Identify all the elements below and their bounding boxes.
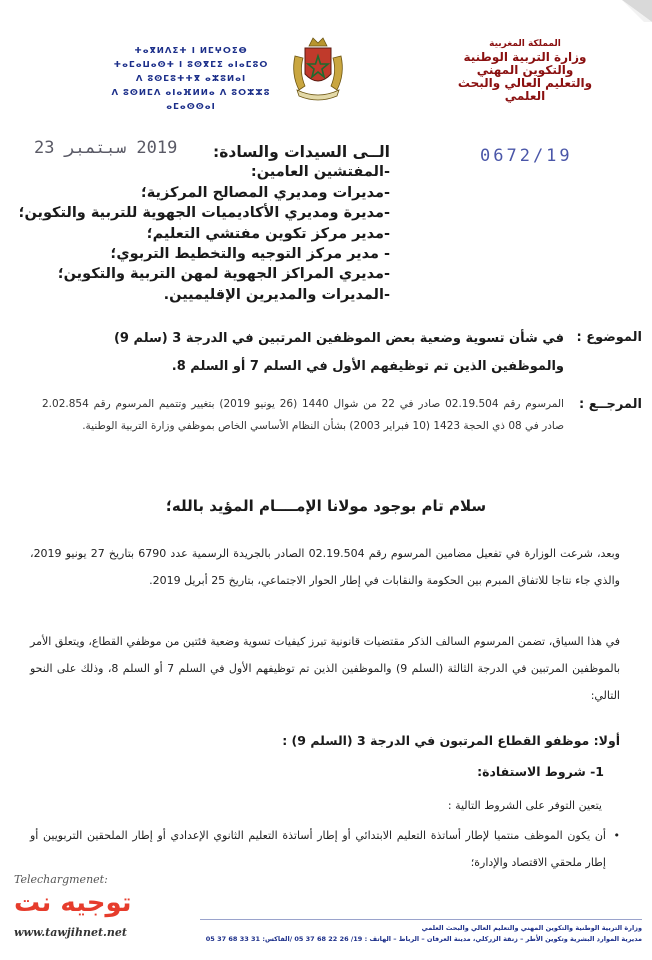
subject-text: في شأن تسوية وضعية بعض الموظفين المرتبين في الدرجة 3 (سلم 9) والموظفين الذين تم توظيفهم الأول في السلم 7 أو السلم 8. [113,331,564,374]
condition-bullet-text: أن يكون الموظف منتميا لإطار أساتذة التعليم الابتدائي أو إطار أساتذة التعليم الثانوي الإعدادي أو إطار الملحقين التربويين أو إطار ملحقي الاقتصاد والإدارة؛ [30,829,606,869]
letterhead-tifinagh [96,44,286,114]
subject-label: الموضوع : [576,330,642,345]
handwritten-date: 2019 سبتمبر 23 [34,138,178,158]
reference-text: المرسوم رقم 02.19.504 صادر في 22 من شوال 1440 (26 يونيو 2019) بتغيير وتتميم المرسوم رقم 2.02.854 صادر في 08 ذي الحجة 1423 (10 فبراير 2003) بشأن النظام الأساسي الخاص بموظفي وزارة التربية الوطنية. [42,398,564,432]
body-paragraph-2: في هذا السياق، تضمن المرسوم السالف الذكر مقتضيات قانونية تبرز كيفيات تسوية وضعية فئتين من موظفي القطاع، ويتعلق الأمر بالموظفين المرتبين في الدرجة الثالثة (السلم 9) والموظفين الذين تم توظيفهم الأول في السلم 7 أو السلم 8، وذلك على النحو التالي: [30,635,620,702]
royal-emblem-icon [285,34,351,102]
addressees-block [10,142,390,305]
footer-ministry: وزارة التربية الوطنية والتكوين المهني والتعليم العالي والبحث العلمي [421,924,642,932]
reference-number: 0672/19 [480,146,573,166]
watermark-logo: توجيه نت [14,888,132,918]
country-name: المملكة المغربية [489,39,561,49]
watermark-url: www.tawjihnet.net [14,926,127,939]
tifinagh-line-4: ⴷ ⵓⵙⵍⵎⴷ ⴰⵏⴰⴼⵍⵍⴰ ⴷ ⵓⵔⵣⵣⵓ ⴰⵎⴰⵙⵙⴰⵏ [111,88,271,112]
conditions-intro: يتعين التوفر على الشروط التالية : [447,799,602,812]
reference-label: المرجــع : [578,397,642,412]
addressee-line: -المديرات والمديرين الإقليميين. [163,286,390,303]
addressee-line: -المفتشين العامين: [250,164,390,181]
ministry-line-1: وزارة التربية الوطنية [463,50,587,64]
subsection-heading-conditions: 1- شروط الاستفادة: [477,764,604,779]
salutation: سلام تام بوجود مولانا الإمــــام المؤيد بالله؛ [165,497,487,515]
section-heading-1: أولا: موظفو القطاع المرتبون في الدرجة 3 (السلم 9) : [282,733,620,748]
condition-bullet-1 [30,822,620,876]
letterhead-arabic [440,38,610,103]
ministry-line-2: والتكوين المهني [476,63,574,77]
addressee-line: - مدير مركز التوجيه والتخطيط التربوي؛ [110,246,390,263]
tifinagh-line-3: ⴷ ⵓⵙⵎⵓⵜⵜⴳ ⴰⵣⵓⵍⴰⵏ [135,74,247,84]
tifinagh-line-1: ⵜⴰⴳⵍⴷⵉⵜ ⵏ ⵍⵎⵖⵔⵉⴱ [134,46,248,56]
bullet-icon: • [613,829,620,842]
ministry-line-3: والتعليم العالي والبحث العلمي [457,76,593,103]
page-fold-corner [622,0,652,22]
watermark-telecharg: Telechargmenet: [14,873,108,886]
addressees-header: الــى السيدات والسادة: [213,143,390,161]
footer-divider [200,919,642,920]
footer-address [172,923,642,945]
addressee-line: -مديري المراكز الجهوية لمهن التربية والتكوين؛ [57,266,390,283]
addressee-line: -مديرة ومديري الأكاديميات الجهوية للتربية والتكوين؛ [18,205,390,222]
body-paragraph-1: وبعد، شرعت الوزارة في تفعيل مضامين المرسوم رقم 02.19.504 الصادر بالجريدة الرسمية عدد 6790 بتاريخ 27 يونيو 2019، والذي جاء نتاجا للاتفاق المبرم بين الحكومة والنقابات في إطار الحوار الاجتماعي، بتاريخ 25 أبريل 2019. [30,547,620,587]
tifinagh-line-2: ⵜⴰⵎⴰⵡⴰⵙⵜ ⵏ ⵓⵙⴳⵎⵉ ⴰⵏⴰⵎⵓⵔ [113,60,269,70]
addressee-line: -مديرات ومديري المصالح المركزية؛ [140,184,390,201]
footer-contact: مديرية الموارد البشرية وتكوين الأطر – زنقة الزركلي، مدينة العرفان – الرباط – الهاتف : 19/ 26 22 68 37 05 /الفاكس: 31 33 68 37 05 [205,935,642,943]
addressee-line: -مدير مركز تكوين مفتشي التعليم؛ [146,225,390,242]
